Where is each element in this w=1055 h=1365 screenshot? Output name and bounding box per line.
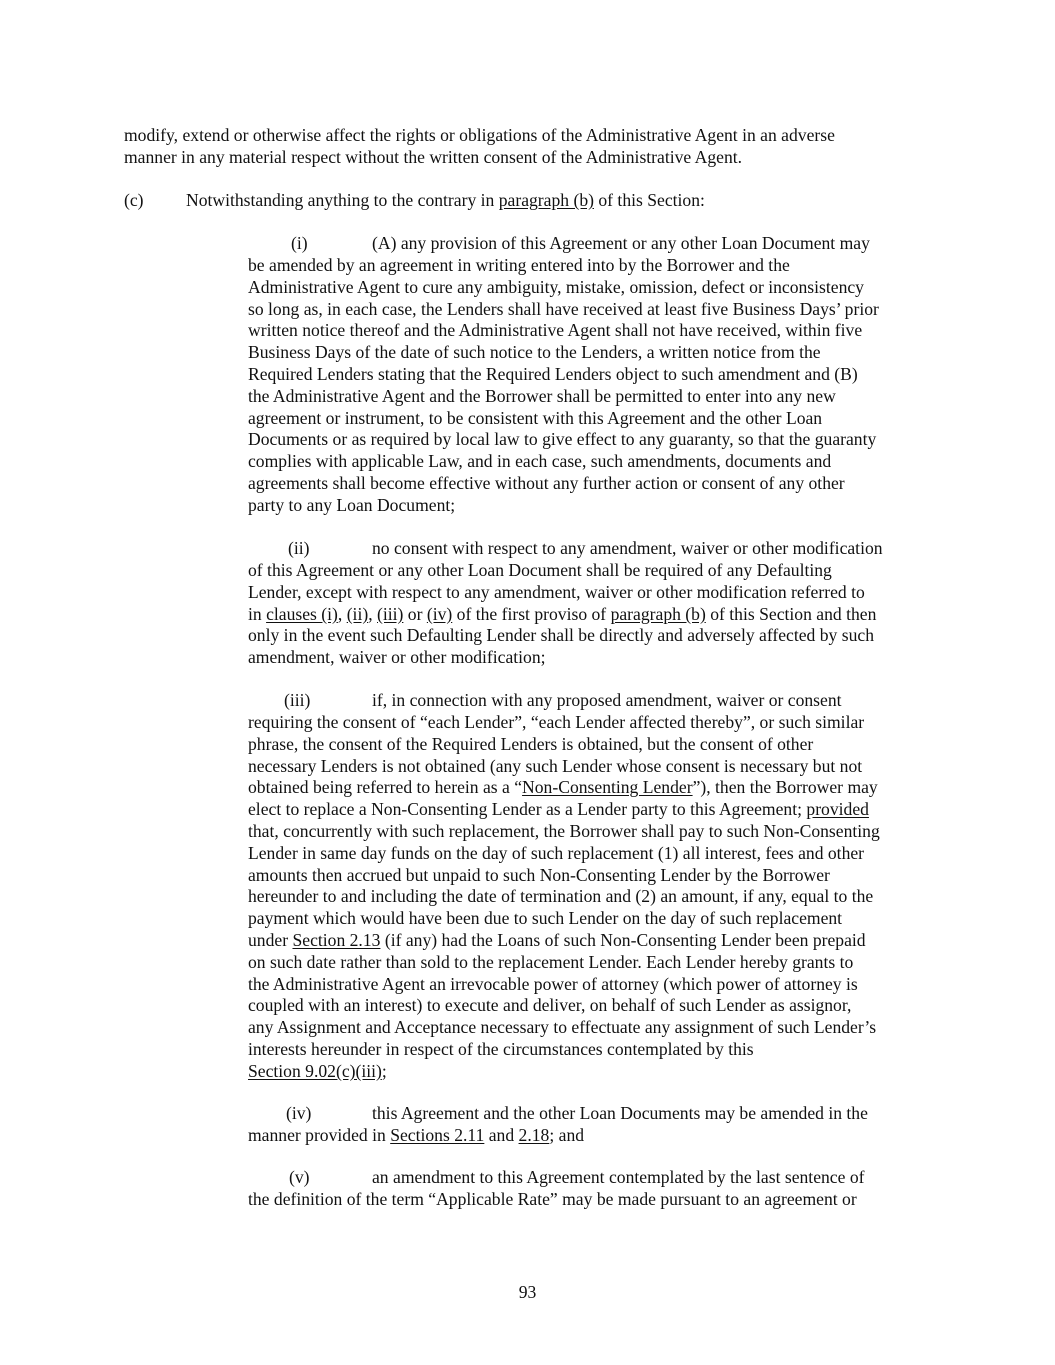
text-line bbox=[248, 1061, 880, 1083]
text-line: Documents or as required by local law to give effect to any guaranty, so that the guaranty bbox=[248, 429, 877, 450]
text-run: ”), then the Borrower may bbox=[692, 777, 878, 798]
sections-2-11-link[interactable]: Sections 2.11 bbox=[390, 1125, 485, 1145]
section-2-18-link[interactable]: 2.18 bbox=[518, 1125, 550, 1145]
text-run: elect to replace a Non-Consenting Lender as a Lender party to this Agreement; bbox=[248, 799, 807, 820]
intro-paragraph bbox=[124, 125, 835, 169]
text-line: requiring the consent of “each Lender”, “each Lender affected thereby”, or such similar bbox=[248, 712, 865, 732]
text-run: or bbox=[403, 603, 427, 624]
text-line: the Administrative Agent an irrevocable power of attorney (which power of attorney is bbox=[248, 973, 858, 994]
text-line bbox=[248, 777, 880, 799]
text-run: obtained being referred to herein as a “ bbox=[248, 777, 523, 798]
text-line: amendment, waiver or other modification; bbox=[248, 647, 546, 668]
text-line: party to any Loan Document; bbox=[248, 494, 456, 515]
paragraph-b-link[interactable]: paragraph (b) bbox=[498, 190, 594, 210]
text-line: hereunder to and including the date of termination and (2) an amount, if any, equal to the bbox=[248, 886, 874, 907]
item-iv-body bbox=[248, 1125, 584, 1147]
item-v-body bbox=[248, 1189, 857, 1211]
text-line: agreement or instrument, to be consistent with this Agreement and the other Loan bbox=[248, 407, 823, 428]
text-line bbox=[248, 930, 880, 952]
text-line: amounts then accrued but unpaid to such Non-Consenting Lender by the Borrower bbox=[248, 864, 830, 885]
item-ii-first-line: no consent with respect to any amendment, waiver or other modification bbox=[372, 538, 883, 558]
text-line: interests hereunder in respect of the circumstances contemplated by this bbox=[248, 1038, 754, 1059]
text-run: of the first proviso of bbox=[452, 603, 611, 624]
text-line: manner in any material respect without the written consent of the Administrative Agent. bbox=[124, 146, 743, 167]
item-v-first-line: an amendment to this Agreement contemplated by the last sentence of bbox=[372, 1167, 865, 1187]
text-line: complies with applicable Law, and in each case, such amendments, documents and bbox=[248, 451, 832, 472]
section-c-text bbox=[186, 190, 705, 212]
text-run: (if any) had the Loans of such Non-Consenting Lender been prepaid bbox=[380, 929, 866, 950]
text-line: of this Agreement or any other Loan Document shall be required of any Defaulting bbox=[248, 560, 832, 580]
section-9-02-link[interactable]: Section 9.02(c)(iii) bbox=[248, 1060, 382, 1081]
text-line: the Administrative Agent and the Borrower shall be permitted to enter into any new bbox=[248, 385, 836, 406]
text-run: ; and bbox=[549, 1125, 585, 1145]
text-line bbox=[248, 1125, 584, 1147]
text-line: written notice thereof and the Administrative Agent shall not have received, within five bbox=[248, 320, 863, 341]
text-line: payment which would have been due to such Lender on the day of such replacement bbox=[248, 908, 843, 929]
clause-iv-link[interactable]: (iv) bbox=[426, 603, 453, 624]
text-line: Administrative Agent to cure any ambiguity, mistake, omission, defect or inconsistency bbox=[248, 276, 864, 297]
text-line: Lender in same day funds on the day of such replacement (1) all interest, fees and other bbox=[248, 842, 865, 863]
paragraph-b-link[interactable]: paragraph (b) bbox=[610, 603, 706, 624]
text-line: that, concurrently with such replacement, the Borrower shall pay to such Non-Consenting bbox=[248, 820, 880, 841]
text-line: agreements shall become effective without any further action or consent of any other bbox=[248, 472, 845, 493]
item-iv-number: (iv) bbox=[286, 1103, 312, 1123]
page-number: 93 bbox=[518, 1282, 537, 1302]
text-line bbox=[248, 799, 880, 821]
clause-ii-link[interactable]: (ii) bbox=[346, 603, 369, 624]
text-line: on such date rather than sold to the replacement Lender. Each Lender hereby grants to bbox=[248, 951, 854, 972]
item-i-number: (i) bbox=[291, 233, 308, 253]
text-line: only in the event such Defaulting Lender shall be directly and adversely affected by such bbox=[248, 625, 874, 646]
text-line: phrase, the consent of the Required Lenders is obtained, but the consent of other bbox=[248, 733, 814, 754]
clause-iii-link[interactable]: (iii) bbox=[377, 603, 404, 624]
text-run: ; bbox=[381, 1060, 387, 1081]
text-run: , bbox=[368, 603, 377, 624]
item-i-first-line: (A) any provision of this Agreement or any other Loan Document may bbox=[372, 233, 870, 253]
text-line: Required Lenders stating that the Required Lenders object to such amendment and (B) bbox=[248, 363, 858, 384]
non-consenting-lender-term[interactable]: Non-Consenting Lender bbox=[522, 777, 693, 798]
clauses-i-link[interactable]: clauses (i) bbox=[266, 603, 338, 624]
text-run: Notwithstanding anything to the contrary in bbox=[186, 190, 499, 210]
text-run: of this Section: bbox=[593, 190, 705, 210]
item-i-body bbox=[248, 255, 879, 517]
text-line: Lender, except with respect to any amendment, waiver or other modification referred to bbox=[248, 581, 865, 602]
text-run: , bbox=[337, 603, 347, 624]
text-run: and bbox=[484, 1125, 519, 1145]
item-iii-body bbox=[248, 712, 880, 1083]
item-ii-body bbox=[248, 560, 876, 669]
text-line: be amended by an agreement in writing entered into by the Borrower and the bbox=[248, 255, 790, 275]
item-iv-first-line: this Agreement and the other Loan Documents may be amended in the bbox=[372, 1103, 868, 1123]
text-run: in bbox=[248, 603, 267, 624]
text-line: modify, extend or otherwise affect the rights or obligations of the Administrative Agent in an adverse bbox=[124, 125, 835, 145]
item-iii-number: (iii) bbox=[284, 690, 311, 710]
text-line: necessary Lenders is not obtained (any such Lender whose consent is necessary but not bbox=[248, 755, 863, 776]
text-line bbox=[248, 604, 876, 626]
section-2-13-link[interactable]: Section 2.13 bbox=[292, 929, 381, 950]
section-c-label: (c) bbox=[124, 190, 144, 210]
text-line: Business Days of the date of such notice to the Lenders, a written notice from the bbox=[248, 342, 821, 363]
item-v-number: (v) bbox=[289, 1167, 310, 1187]
text-line: coupled with an interest) to execute and deliver, on behalf of such Lender as assignor, bbox=[248, 995, 852, 1016]
text-run: of this Section and then bbox=[705, 603, 877, 624]
item-iii-first-line: if, in connection with any proposed amendment, waiver or consent bbox=[372, 690, 842, 710]
text-line: any Assignment and Acceptance necessary to effectuate any assignment of such Lender’s bbox=[248, 1017, 877, 1038]
text-run: under bbox=[248, 929, 293, 950]
provided-term: provided bbox=[806, 799, 869, 820]
text-line: the definition of the term “Applicable Rate” may be made pursuant to an agreement or bbox=[248, 1189, 857, 1209]
text-line: so long as, in each case, the Lenders shall have received at least five Business Days’ prior bbox=[248, 298, 879, 319]
item-ii-number: (ii) bbox=[288, 538, 310, 558]
text-run: manner provided in bbox=[248, 1125, 391, 1145]
